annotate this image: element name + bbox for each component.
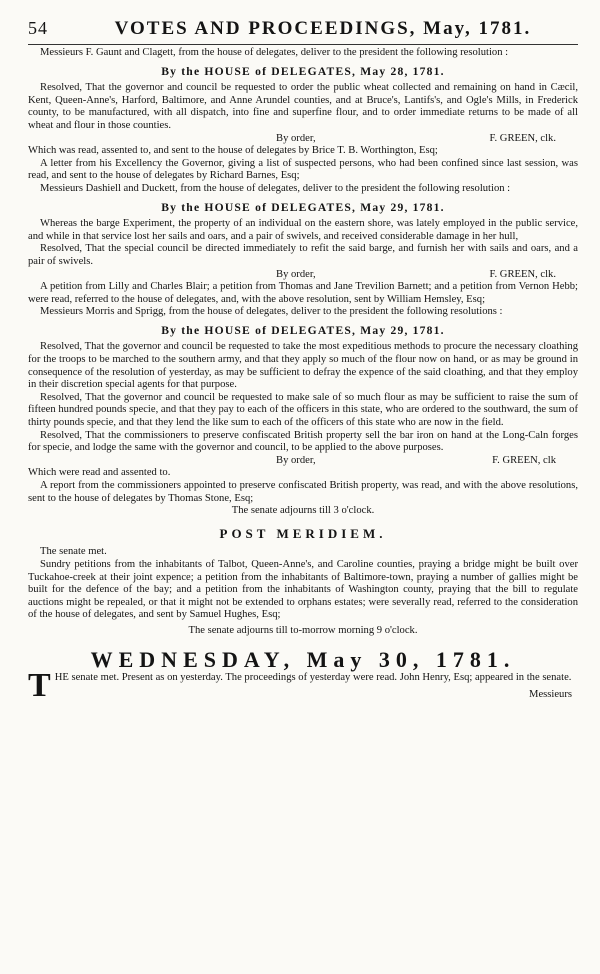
by-order: By order, (276, 132, 316, 144)
catchword: Messieurs (529, 688, 572, 700)
clerk-name: F. GREEN, clk. (489, 132, 556, 144)
by-order: By order, (276, 454, 316, 466)
paragraph: Whereas the barge Experiment, the property of an individual on the eastern shore, was lately employed in the public service, and while in that service lost her sails and oars, and a pair of swivels, and received considerable damage in her hull, (28, 218, 578, 242)
paragraph: A letter from his Excellency the Governor, giving a list of suspected persons, who had been confined since last session, was read, and sent to the house of delegates by Richard Barnes, Esq; (28, 157, 578, 182)
paragraph-text: HE senate met. Present as on yesterday. The proceedings of yesterday were read. John Henry, Esq; appeared in the senate. (54, 672, 572, 684)
body-text (28, 47, 578, 705)
page-header (28, 18, 578, 40)
adjournment: The senate adjourns till 3 o'clock. (231, 505, 375, 517)
paragraph: A petition from Lilly and Charles Blair; a petition from Thomas and Jane Trevilion Barnett; and a petition from Vernon Hebb; were read, referred to the house of delegates, and, with the above resolution, sent by William Hemsley, Esq; (28, 281, 578, 305)
day-heading: WEDNESDAY, May 30, 1781. (90, 646, 516, 672)
paragraph: The senate met. (40, 546, 107, 558)
paragraph: Messieurs F. Gaunt and Clagett, from the house of delegates, deliver to the president the following resolution : (40, 47, 509, 58)
signature (28, 455, 578, 468)
header-rule (28, 44, 578, 45)
paragraph: A report from the commissioners appointed to preserve confiscated British property, was read, and with the above resolutions, sent to the house of delegates by Thomas Stone, Esq; (28, 480, 578, 504)
signature (28, 269, 578, 282)
section-heading: POST MERIDIEM. (219, 525, 387, 541)
resolution: Resolved, That the governor and council be requested to order the public wheat collected and remaining on hand in Cæcil, Kent, Queen-Anne's, Harford, Baltimore, and Anne Arundel counties, and at Bruce's, Lantifs's, and Ogle's Mills, in Frederick county, to be manufactured, with all dispatch, into fine and superfine flour, and to order immediate returns to be made of all wheat and flour in those counties. (28, 82, 578, 131)
paragraph: Messieurs Dashiell and Duckett, from the house of delegates, deliver to the president the following resolution : (40, 182, 511, 194)
section-heading: By the HOUSE of DELEGATES, May 29, 1781. (161, 200, 445, 214)
drop-cap: T (28, 667, 51, 705)
paragraph: Which were read and assented to. (28, 467, 171, 479)
resolution: Resolved, That the commissioners to preserve confiscated British property sell the bar iron on hand at the Long-Caln forges for specie, and lodge the same with the governor and council, to be applied to the above purposes. (28, 429, 578, 454)
resolution: Resolved, That the governor and council be requested to make sale of so much flour as may be sufficient to raise the sum of fifteen hundred pounds specie, and that they pay to each of the officers in this state, who are ordered to the southward, the sum of thirty pounds specie, and that they lend the like sum to each of the officers of this state who are now in the field. (28, 391, 578, 429)
running-title: VOTES AND PROCEEDINGS, May, 1781. (114, 18, 532, 39)
clerk-name: F. GREEN, clk. (489, 268, 556, 280)
page-number: 54 (28, 18, 48, 38)
signature (28, 133, 578, 146)
section-heading: By the HOUSE of DELEGATES, May 29, 1781. (161, 323, 445, 337)
clerk-name: F. GREEN, clk (492, 454, 556, 466)
paragraph: Sundry petitions from the inhabitants of Talbot, Queen-Anne's, and Caroline counties, praying a bridge might be built over Tuckahoe-creek at their joint expence; a petition from the inhabitants of Baltimore-town, praying a number of gallies might be built for the defence of the bay; and a petition from the inhabitants of Washington county, praying that the bill to regulate auctions might be repealed, or that it might not be extended to orphans estates; were severally read, referred to the consideration of the house of delegates, and sent by Samuel Hughes, Esq; (28, 558, 578, 621)
resolution: Resolved, That the governor and council be requested to take the most expeditious methods to procure the necessary cloathing for the troops to be marched to the southern army, and that they apply so much of the flour now on hand, or as may be ground in consequence of the resolution of yesterday, as may be sufficient to defray the expence of the said cloathing, and that they employ in their discretion special agents for that purpose. (28, 341, 578, 391)
paragraph: Which was read, assented to, and sent to the house of delegates by Brice T. B. Worthington, Esq; (28, 145, 438, 157)
adjournment: The senate adjourns till to-morrow morning 9 o'clock. (188, 624, 418, 636)
by-order: By order, (276, 268, 316, 280)
resolution: Resolved, That the special council be directed immediately to refit the said barge, and furnish her with sails and oars, and a pair of swivels. (28, 243, 578, 267)
paragraph: Messieurs Morris and Sprigg, from the house of delegates, deliver to the president the following resolutions : (40, 306, 503, 318)
section-heading: By the HOUSE of DELEGATES, May 28, 1781. (161, 64, 445, 78)
